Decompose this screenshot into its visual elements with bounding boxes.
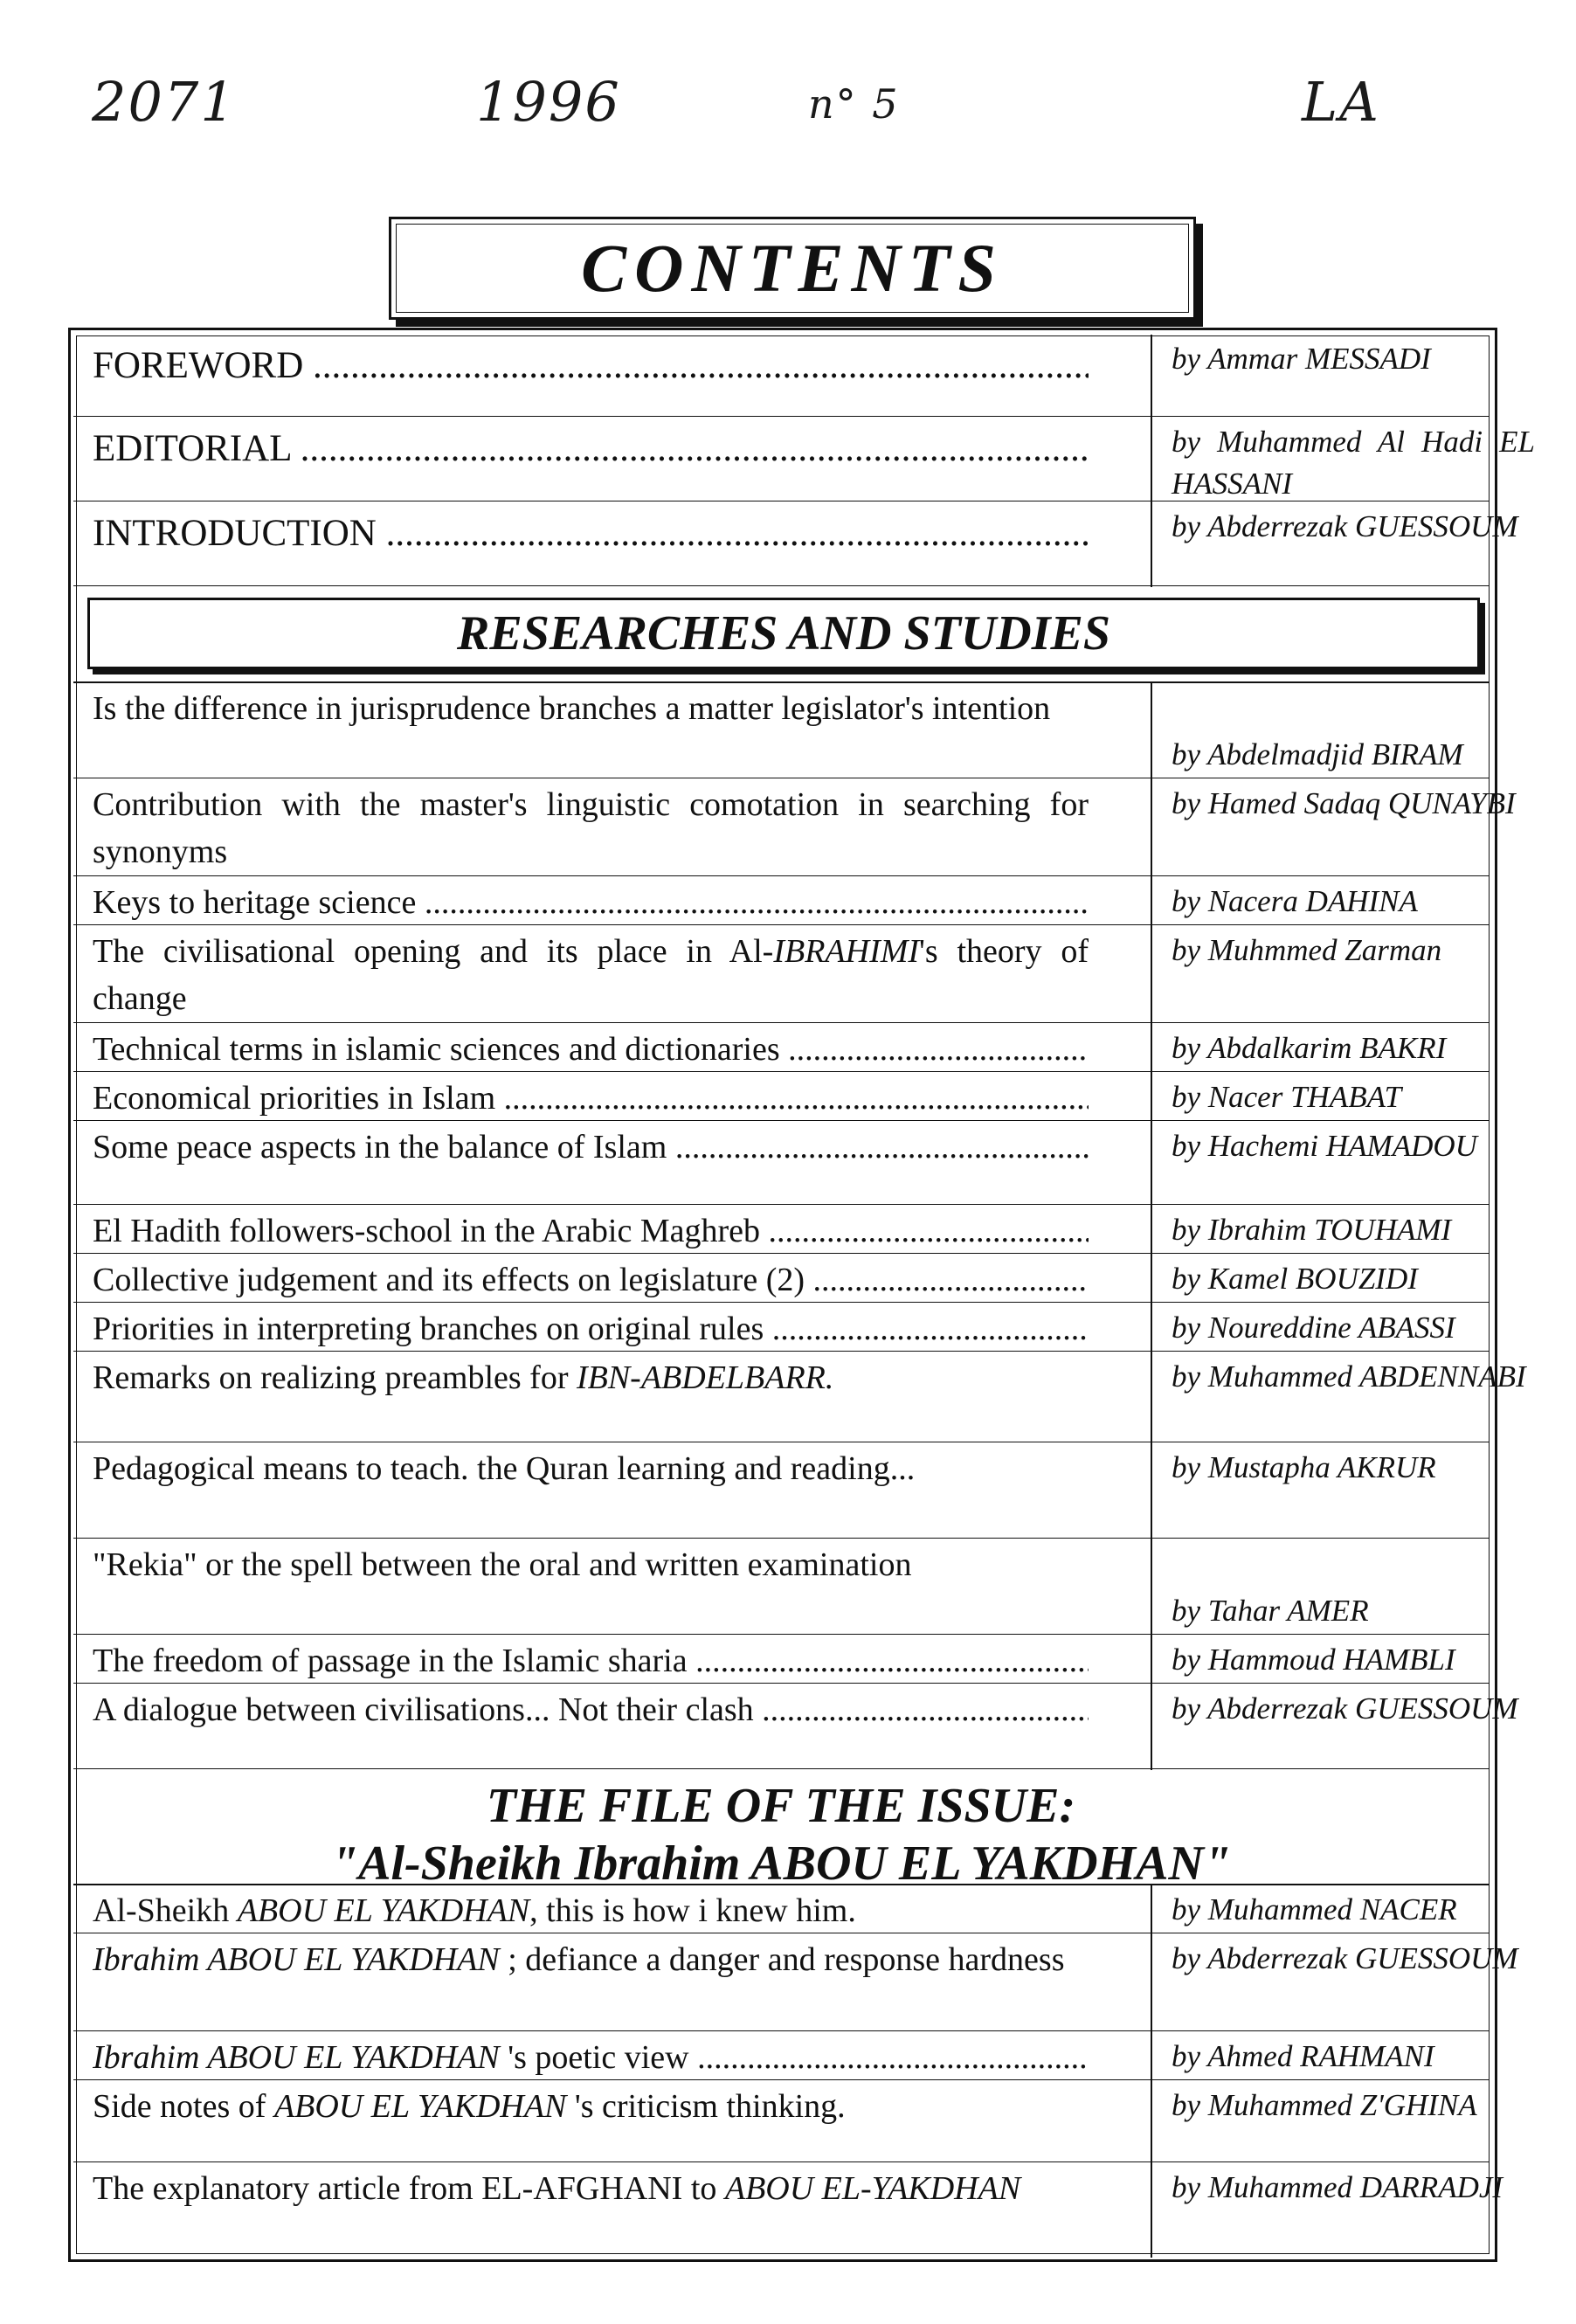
toc-row <box>73 1253 1489 1303</box>
toc-title: Keys to heritage science ..... <box>93 879 1089 926</box>
toc-title: Is the difference in jurisprudence branches a matter legislator's intention <box>93 690 1051 727</box>
toc-author: by Hammoud HAMBLI <box>1172 1643 1455 1677</box>
toc-row-foreword <box>73 333 1489 417</box>
section-researches-heading <box>73 585 1489 683</box>
toc-row <box>73 1204 1489 1254</box>
toc-title: FOREWORD ..... <box>93 340 1089 392</box>
toc-row <box>73 2079 1489 2162</box>
toc-author-cell <box>1151 1636 1551 1684</box>
toc-row <box>73 1683 1518 1769</box>
toc-author: by Muhammed Z'GHINA <box>1172 2088 1477 2122</box>
section-heading: RESEARCHES AND STUDIES <box>87 598 1480 669</box>
toc-title: Ibrahim ABOU EL YAKDHAN 's poetic view ..... <box>93 2034 1089 2081</box>
toc-title: Contribution with the master's linguistic comotation in searching for synonyms <box>93 786 1089 870</box>
toc-row-editorial <box>73 416 1535 501</box>
toc-author: by Muhmmed Zarman <box>1172 933 1442 967</box>
toc-author-cell <box>1151 1684 1551 1770</box>
toc-title: Some peace aspects in the balance of Islam ..... <box>93 1124 1089 1171</box>
toc-author: by Ahmed RAHMANI <box>1172 2039 1434 2073</box>
toc-author-cell <box>1151 2163 1551 2258</box>
toc-title: Al-Sheikh ABOU EL YAKDHAN, this is how i knew him. <box>93 1892 856 1929</box>
toc-author: by Abderrezak GUESSOUM <box>1172 1941 1518 1975</box>
toc-row <box>73 778 1516 876</box>
toc-row <box>73 1538 1489 1635</box>
toc-author: by Abderrezak GUESSOUM <box>1172 1691 1518 1726</box>
toc-row <box>73 1442 1489 1539</box>
contents-title-box <box>389 217 1196 320</box>
toc-author-cell <box>1151 779 1551 877</box>
toc-author-cell <box>1151 877 1551 926</box>
toc-author: by Muhammed NACER <box>1172 1892 1457 1926</box>
toc-author: by Nacera DAHINA <box>1172 884 1418 918</box>
toc-author-cell <box>1151 1206 1551 1255</box>
toc-author-cell <box>1151 1304 1551 1352</box>
toc-row <box>73 875 1489 925</box>
toc-author-cell <box>1151 2081 1551 2163</box>
toc-author-cell <box>1151 683 1551 779</box>
toc-author-cell <box>1151 502 1551 587</box>
toc-author: by Abdalkarim BAKRI <box>1172 1031 1447 1065</box>
toc-row-introduction <box>73 501 1518 586</box>
toc-title: Side notes of ABOU EL YAKDHAN 's criticism thinking. <box>93 2088 846 2125</box>
toc-row <box>73 1022 1489 1072</box>
handwritten-year: 1996 <box>476 70 621 134</box>
toc-title: Economical priorities in Islam ..... <box>93 1075 1089 1122</box>
toc-author: by Tahar AMER <box>1172 1594 1369 1628</box>
toc-row <box>73 681 1489 778</box>
toc-author: by Abderrezak GUESSOUM <box>1172 509 1518 543</box>
toc-title: The explanatory article from EL-AFGHANI to ABOU EL-YAKDHAN <box>93 2170 1021 2207</box>
toc-author-cell <box>1151 418 1551 502</box>
toc-row <box>73 2161 1503 2256</box>
handwritten-mark: LA <box>1302 70 1380 134</box>
toc-row <box>73 1933 1518 2031</box>
toc-author: by Abdelmadjid BIRAM <box>1172 737 1463 771</box>
toc-row <box>73 1120 1489 1205</box>
page-title: CONTENTS <box>581 230 1004 306</box>
toc-row <box>73 1302 1489 1352</box>
toc-author-cell <box>1151 1934 1551 2032</box>
toc-title: Ibrahim ABOU EL YAKDHAN ; defiance a danger and response hardness <box>93 1941 1065 1978</box>
section-heading <box>73 1777 1489 1892</box>
toc-author-cell <box>1151 1024 1551 1073</box>
toc-author: by Muhammed ABDENNABI <box>1172 1359 1526 1394</box>
toc-author-cell <box>1151 335 1551 418</box>
toc-author: by Mustapha AKRUR <box>1172 1450 1436 1484</box>
toc-row <box>73 1351 1526 1442</box>
toc-title: Collective judgement and its effects on legislature (2) ..... <box>93 1256 1089 1304</box>
toc-title: Technical terms in islamic sciences and dictionaries ..... <box>93 1026 1089 1073</box>
toc-title: INTRODUCTION ..... <box>93 508 1089 560</box>
toc-title: Pedagogical means to teach. the Quran learning and reading... <box>93 1450 916 1487</box>
toc-title: A dialogue between civilisations... Not their clash ..... <box>93 1686 1089 1733</box>
toc-author: by Ammar MESSADI <box>1172 342 1431 376</box>
toc-author-cell <box>1151 1255 1551 1304</box>
toc-title: The civilisational opening and its place in Al-IBRAHIMI's theory of change <box>93 933 1089 1017</box>
toc-title: Remarks on realizing preambles for IBN-ABDELBARR. <box>93 1359 834 1396</box>
toc-author: by Muhammed DARRADJI <box>1172 2170 1503 2204</box>
toc-title: Priorities in interpreting branches on original rules ..... <box>93 1305 1089 1352</box>
toc-row <box>73 924 1489 1023</box>
toc-author-cell <box>1151 2032 1551 2081</box>
toc-title: The freedom of passage in the Islamic sharia ..... <box>93 1637 1089 1684</box>
toc-title: El Hadith followers-school in the Arabic Maghreb ..... <box>93 1207 1089 1255</box>
toc-title: EDITORIAL ..... <box>93 423 1089 475</box>
toc-title: "Rekia" or the spell between the oral and written examination <box>93 1546 912 1583</box>
toc-author: by Ibrahim TOUHAMI <box>1172 1213 1452 1247</box>
toc-author-cell <box>1151 1539 1551 1636</box>
toc-author-cell <box>1151 926 1551 1024</box>
toc-row <box>73 1634 1489 1684</box>
toc-row <box>73 1071 1489 1121</box>
section-file-heading <box>73 1768 1489 1891</box>
toc-author: by Kamel BOUZIDI <box>1172 1262 1418 1296</box>
toc-author: by Muhammed Al Hadi EL HASSANI <box>1172 425 1535 501</box>
toc-row <box>73 2030 1489 2080</box>
toc-author: by Nacer THABAT <box>1172 1080 1402 1114</box>
section-heading-line2: "Al-Sheikh Ibrahim ABOU EL YAKDHAN" <box>331 1836 1231 1891</box>
section-heading-line1: THE FILE OF THE ISSUE: <box>486 1779 1076 1833</box>
toc-author: by Hachemi HAMADOU <box>1172 1129 1477 1163</box>
toc-author-cell <box>1151 1443 1551 1539</box>
toc-author-cell <box>1151 1073 1551 1122</box>
toc-author-cell <box>1151 1352 1551 1443</box>
handwritten-code: 2071 <box>92 70 237 134</box>
toc-author: by Noureddine ABASSI <box>1172 1311 1455 1345</box>
toc-author: by Hamed Sadaq QUNAYBI <box>1172 786 1516 820</box>
handwritten-number: n° 5 <box>808 80 900 128</box>
toc-author-cell <box>1151 1122 1551 1206</box>
toc-row <box>73 1884 1489 1933</box>
toc-author-cell <box>1151 1885 1551 1934</box>
